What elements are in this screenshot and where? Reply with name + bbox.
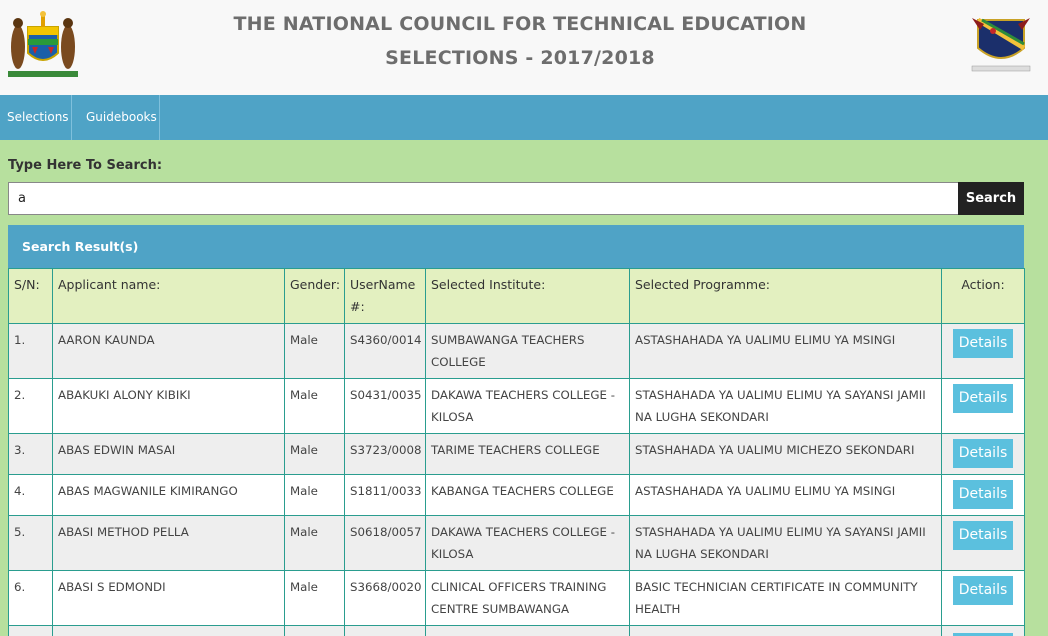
nacte-logo-icon: [964, 14, 1038, 76]
main-navbar: [0, 95, 1048, 140]
cell-sn: 3.: [9, 434, 53, 475]
cell-institute: CLINICAL OFFICERS TRAINING CENTRE SUMBAWANGA: [426, 571, 630, 626]
col-header-gender: Gender:: [285, 269, 345, 324]
cell-programme: ASTASHAHADA YA UALIMU ELIMU YA MSINGI: [630, 475, 942, 516]
cell-applicant-name: ABASI S EDMONDI: [53, 571, 285, 626]
cell-username: S1811/0033: [345, 475, 426, 516]
cell-programme: BASIC TECHNICIAN CERTIFICATE IN COMMUNITY HEALTH: [630, 571, 942, 626]
table-row: [9, 324, 1025, 379]
cell-username: S3668/0020: [345, 571, 426, 626]
cell-programme: STASHAHADA YA UALIMU ELIMU YA SAYANSI JAMII NA LUGHA SEKONDARI: [630, 379, 942, 434]
cell-applicant-name: [53, 626, 285, 636]
col-header-action: Action:: [942, 269, 1025, 324]
nav-selections[interactable]: Selections: [0, 95, 72, 140]
cell-applicant-name: ABASI METHOD PELLA: [53, 516, 285, 571]
cell-sn: 4.: [9, 475, 53, 516]
col-header-sn: S/N:: [9, 269, 53, 324]
cell-action: [942, 434, 1025, 475]
cell-gender: Male: [285, 475, 345, 516]
table-row: [9, 434, 1025, 475]
cell-action: [942, 324, 1025, 379]
cell-gender: Male: [285, 324, 345, 379]
cell-institute: [426, 626, 630, 636]
cell-sn: 2.: [9, 379, 53, 434]
cell-institute: TARIME TEACHERS COLLEGE: [426, 434, 630, 475]
details-button[interactable]: Details: [953, 329, 1013, 358]
details-button[interactable]: Details: [953, 521, 1013, 550]
details-button[interactable]: Details: [953, 480, 1013, 509]
cell-gender: [285, 626, 345, 636]
cell-gender: Male: [285, 434, 345, 475]
page-title-line1: THE NATIONAL COUNCIL FOR TECHNICAL EDUCATION: [233, 13, 807, 35]
col-header-username: UserName #:: [345, 269, 426, 324]
cell-action: [942, 626, 1025, 636]
cell-institute: SUMBAWANGA TEACHERS COLLEGE: [426, 324, 630, 379]
search-input[interactable]: [8, 182, 958, 215]
nav-guidebooks[interactable]: Guidebooks: [72, 95, 160, 140]
cell-username: S0618/0057: [345, 516, 426, 571]
page-title-line2: SELECTIONS - 2017/2018: [385, 47, 655, 69]
details-button[interactable]: Details: [953, 576, 1013, 605]
table-row-partial: [9, 626, 1025, 636]
cell-action: [942, 475, 1025, 516]
cell-institute: DAKAWA TEACHERS COLLEGE - KILOSA: [426, 379, 630, 434]
search-label: Type Here To Search:: [8, 158, 163, 173]
col-header-applicant-name: Applicant name:: [53, 269, 285, 324]
page-header: [0, 0, 1048, 95]
table-row: [9, 475, 1025, 516]
details-button[interactable]: Details: [953, 384, 1013, 413]
details-button[interactable]: Details: [953, 439, 1013, 468]
col-header-programme: Selected Programme:: [630, 269, 942, 324]
cell-username: S4360/0014: [345, 324, 426, 379]
table-row: [9, 516, 1025, 571]
cell-sn: [9, 626, 53, 636]
cell-programme: [630, 626, 942, 636]
cell-programme: STASHAHADA YA UALIMU MICHEZO SEKONDARI: [630, 434, 942, 475]
cell-applicant-name: AARON KAUNDA: [53, 324, 285, 379]
cell-applicant-name: ABAS EDWIN MASAI: [53, 434, 285, 475]
col-header-institute: Selected Institute:: [426, 269, 630, 324]
search-button[interactable]: Search: [958, 182, 1024, 215]
cell-sn: 6.: [9, 571, 53, 626]
cell-applicant-name: ABAKUKI ALONY KIBIKI: [53, 379, 285, 434]
cell-username: S0431/0035: [345, 379, 426, 434]
cell-username: [345, 626, 426, 636]
cell-username: S3723/0008: [345, 434, 426, 475]
results-heading: Search Result(s): [8, 225, 1024, 268]
cell-programme: STASHAHADA YA UALIMU ELIMU YA SAYANSI JAMII NA LUGHA SEKONDARI: [630, 516, 942, 571]
cell-action: [942, 516, 1025, 571]
cell-gender: Male: [285, 571, 345, 626]
cell-institute: KABANGA TEACHERS COLLEGE: [426, 475, 630, 516]
cell-applicant-name: ABAS MAGWANILE KIMIRANGO: [53, 475, 285, 516]
cell-gender: Male: [285, 379, 345, 434]
table-row: [9, 571, 1025, 626]
cell-institute: DAKAWA TEACHERS COLLEGE - KILOSA: [426, 516, 630, 571]
results-table: [8, 268, 1025, 636]
table-row: [9, 379, 1025, 434]
cell-gender: Male: [285, 516, 345, 571]
results-panel: [8, 225, 1024, 636]
table-header-row: [9, 269, 1025, 324]
cell-sn: 1.: [9, 324, 53, 379]
cell-action: [942, 571, 1025, 626]
cell-sn: 5.: [9, 516, 53, 571]
cell-action: [942, 379, 1025, 434]
cell-programme: ASTASHAHADA YA UALIMU ELIMU YA MSINGI: [630, 324, 942, 379]
